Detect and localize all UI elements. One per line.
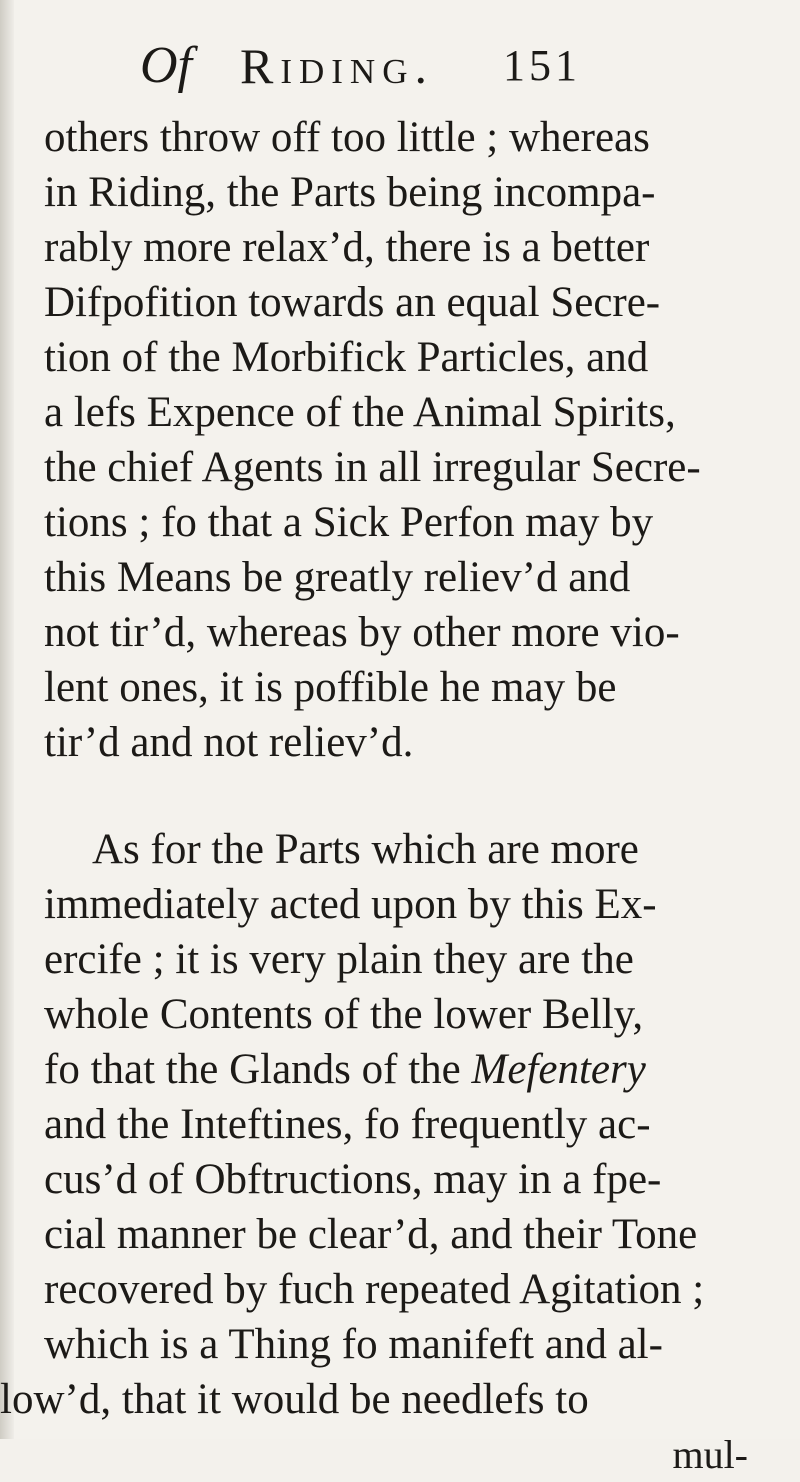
italic-term: Mefentery [471,1046,646,1093]
text-line: tir’d and not reliev’d. [44,719,414,766]
text-line: whole Contents of the lower Belly, [44,991,644,1038]
paragraph-first-line: As for the Parts which are more [92,826,639,873]
text-line: cial manner be clear’d, and their Tone [44,1211,698,1258]
text-line: low’d, that it would be needlefs to [0,1376,589,1423]
text-line: ercife ; it is very plain they are the [44,936,634,983]
text-line: a lefs Expence of the Animal Spirits, [44,389,676,436]
text-line: in Riding, the Parts being incompa- [44,169,656,216]
catchword: mul- [672,1432,748,1477]
text-line [44,1042,646,1097]
text-line: cus’d of Obftructions, may in a fpe- [44,1156,662,1203]
text-line: this Means be greatly reliev’d and [44,554,631,601]
text-line: immediately acted upon by this Ex- [44,881,657,928]
page-number: 151 [503,41,581,90]
text-line: Difpofition towards an equal Secre- [44,279,661,326]
text-line: tion of the Morbifick Particles, and [44,334,649,381]
text-segment: fo that the Glands of the [44,1046,472,1093]
text-line: which is a Thing fo manifeft and al- [44,1321,663,1368]
text-line: the chief Agents in all irregular Secre- [44,444,701,491]
text-line: not tir’d, whereas by other more vio- [44,609,680,656]
text-line: lent ones, it is poffible he may be [44,664,617,711]
text-line: rably more relax’d, there is a better [44,224,650,271]
running-head-of: Of [140,37,192,94]
text-line: others throw off too little ; whereas [44,114,650,161]
text-line: tions ; fo that a Sick Perfon may by [44,499,654,546]
text-line: and the Inteftines, fo frequently ac- [44,1101,651,1148]
text-line: recovered by fuch repeated Agitation ; [44,1266,705,1313]
running-head-title: Riding. [240,38,434,94]
